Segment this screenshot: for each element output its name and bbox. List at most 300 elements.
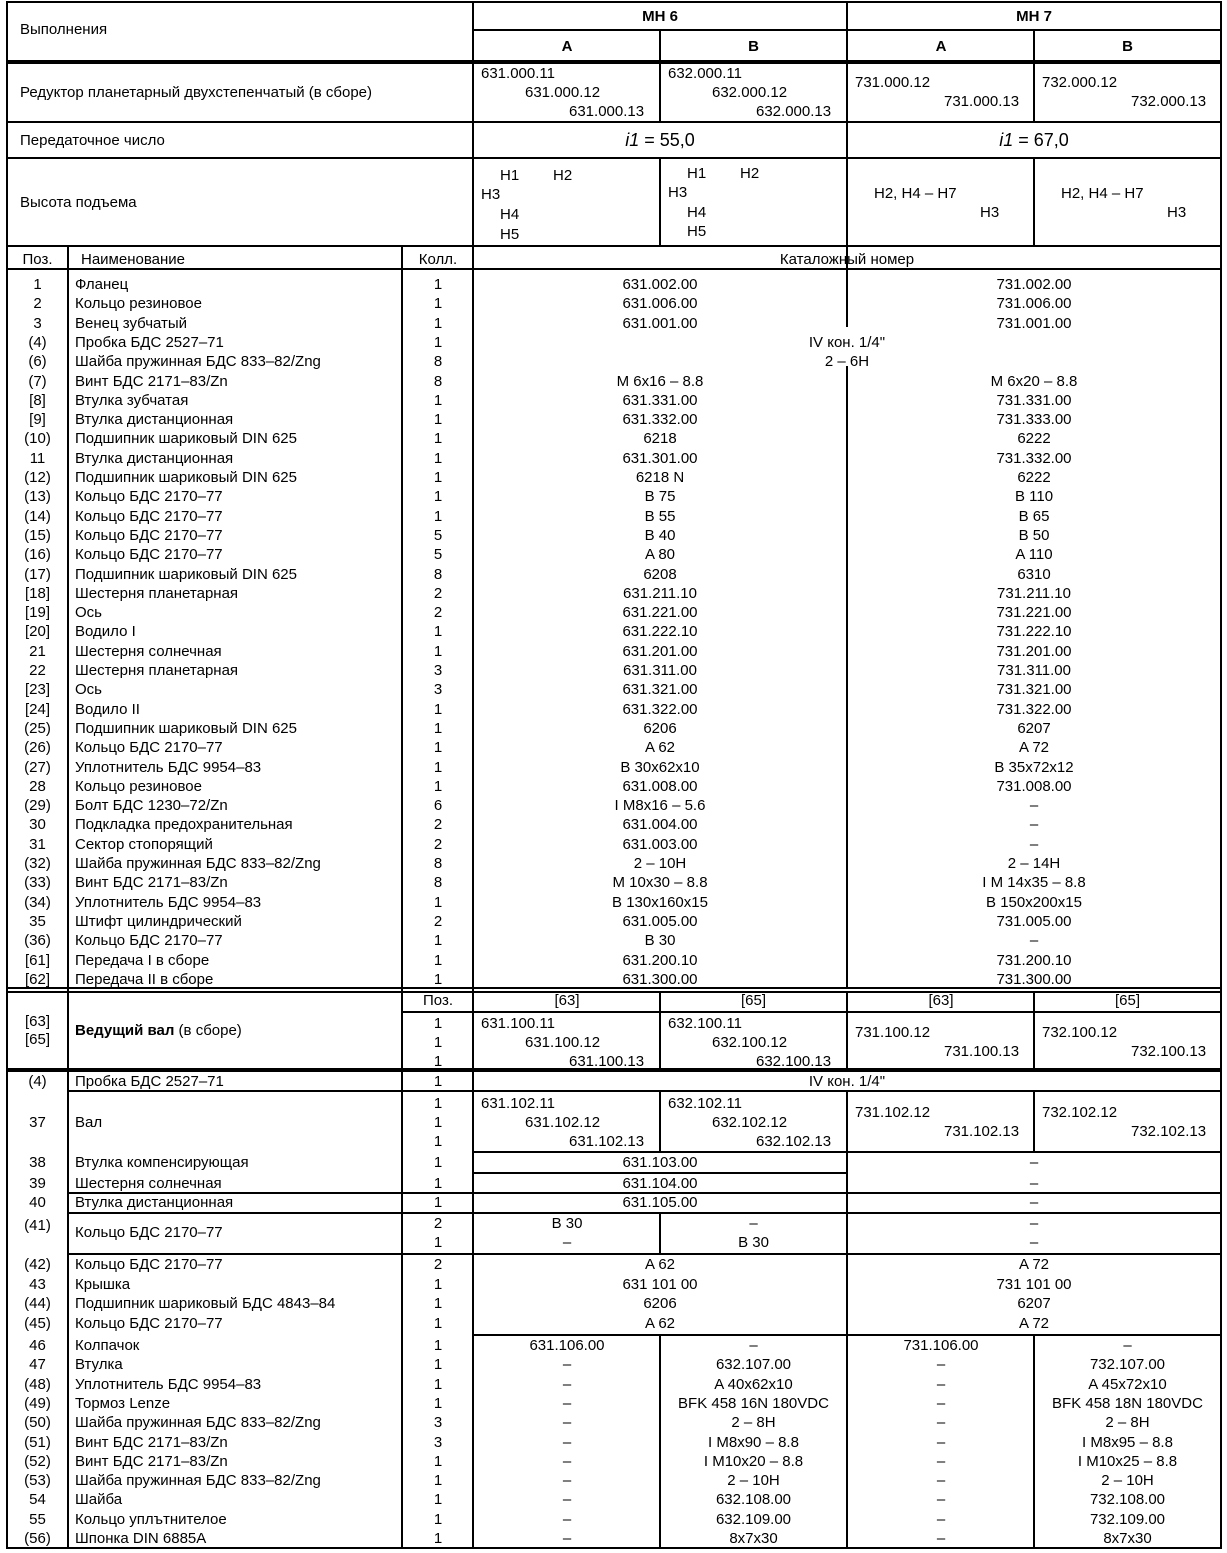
row-name: Подшипник шариковый БДС 4843–84 — [75, 1295, 336, 1312]
row-name: Подкладка предохранительная — [75, 816, 293, 834]
row-catalog-mh7-a: – — [936, 1356, 946, 1374]
row-catalog-mh6-b: 632.107.00 — [715, 1356, 792, 1374]
row-name: Винт БДС 2171–83/Zn — [75, 1452, 228, 1470]
row-qty: 8 — [433, 855, 443, 872]
row-pos: 2 — [33, 295, 42, 313]
ratio-mh7-value: = 67,0 — [1013, 130, 1069, 150]
row-qty: 1 — [433, 1394, 443, 1412]
height-mh6-b-h5: H5 — [687, 223, 707, 240]
row-catalog-mh7: – — [1029, 816, 1039, 834]
row-catalog-mh7-b: 732.109.00 — [1089, 1510, 1166, 1528]
row-qty: 1 — [433, 295, 443, 313]
row-catalog-mh6: 631.222.10 — [622, 623, 698, 641]
row-qty: 1 — [433, 469, 443, 486]
row-catalog-mh7: 731.331.00 — [996, 391, 1072, 409]
row-catalog-mh7: M 6x20 – 8.8 — [990, 372, 1078, 390]
shaft-mh6-b-1: 632.100.11 — [668, 1015, 742, 1032]
row-pos: (36) — [24, 932, 51, 950]
row-catalog-mh6: 631.201.00 — [622, 642, 698, 660]
row-catalog-mh7: 731.221.00 — [996, 604, 1072, 622]
row-pos: 38 — [29, 1154, 46, 1171]
mh7-header: МН 7 — [1016, 8, 1052, 25]
plug-pos: (4) — [28, 1073, 47, 1090]
height-mh6-a-h1: H1 — [500, 167, 520, 184]
row-catalog-mh7: 731.008.00 — [996, 777, 1072, 795]
row-qty: 8 — [433, 565, 443, 583]
grid-vline — [1033, 157, 1035, 245]
row-qty: 1 — [433, 1356, 443, 1374]
row-catalog-mh7: B 110 — [1014, 488, 1054, 506]
ring41-mh6-a-1: B 30 — [551, 1215, 583, 1232]
row-qty: 1 — [433, 1175, 443, 1192]
ring41-mh6-b-1: – — [749, 1215, 758, 1232]
row-catalog-mh7-b: BFK 458 18N 180VDC — [1052, 1394, 1203, 1412]
shaft-mh7-b-2: 732.100.13 — [1131, 1043, 1207, 1060]
shaft-mh6-b-3: 632.100.13 — [756, 1053, 832, 1070]
row-name: Кольцо уплътнителое — [75, 1510, 227, 1528]
ratio-mh6-value: = 55,0 — [639, 130, 695, 150]
plug-name: Пробка БДС 2527–71 — [75, 1073, 224, 1090]
row-catalog-mh7-b: 2 – 8H — [1105, 1414, 1150, 1432]
row-pos: 11 — [29, 449, 46, 467]
row-qty: 1 — [433, 739, 443, 757]
row-catalog-mh6: 6206 — [643, 1295, 677, 1312]
ring41-qty-2: 1 — [433, 1234, 443, 1251]
grid-hline — [6, 121, 1220, 123]
row-pos: (25) — [24, 719, 51, 737]
row-pos: 28 — [29, 777, 46, 795]
col-qty-header: Колл. — [418, 251, 458, 268]
row-qty: 8 — [433, 372, 443, 390]
shaft-sub-63-mh6: [63] — [554, 992, 580, 1009]
row-catalog-mh6: 631.321.00 — [622, 681, 698, 699]
row-catalog-mh6: 631.005.00 — [622, 912, 698, 930]
row-pos: (15) — [24, 526, 51, 544]
row-qty: 1 — [433, 1154, 443, 1171]
row-name: Шпонка DIN 6885A — [75, 1530, 207, 1547]
row-name: Колпачок — [75, 1337, 140, 1354]
row-pos: [19] — [24, 604, 51, 622]
row-catalog-mh6-a: 631.106.00 — [529, 1337, 605, 1354]
row-name: Втулка дистанционная — [75, 1194, 234, 1211]
row-pos: 40 — [29, 1194, 46, 1211]
row-catalog-mh6-a: – — [562, 1414, 572, 1432]
row-pos: 39 — [29, 1175, 46, 1192]
row-name: Втулка дистанционная — [75, 411, 234, 429]
row-qty: 1 — [433, 411, 443, 429]
row-catalog-mh6-b: 632.109.00 — [715, 1510, 792, 1528]
row-catalog-mh6-b: I M10x20 – 8.8 — [703, 1452, 804, 1470]
row-catalog-mh6-b: – — [749, 1337, 758, 1354]
row-qty: 3 — [433, 1433, 443, 1451]
row-pos: [8] — [29, 391, 46, 409]
shaft-qty-2: 1 — [433, 1034, 443, 1051]
row-qty: 1 — [433, 719, 443, 737]
row-catalog-mh7: 731.321.00 — [996, 681, 1072, 699]
row-catalog-mh6: A 62 — [644, 739, 676, 757]
ring41-mh6-b-2: B 30 — [738, 1234, 769, 1251]
row-qty: 1 — [433, 1510, 443, 1528]
row-qty: 3 — [433, 681, 443, 699]
row-catalog-mh6-b: 8x7x30 — [729, 1530, 778, 1547]
row-pos: 31 — [29, 835, 46, 853]
row-pos: 3 — [33, 314, 42, 332]
height-mh6-b-h1: H1 — [687, 165, 707, 182]
row-catalog-mh6: 2 – 10H — [633, 855, 687, 872]
val-mh6-b-2: 632.102.12 — [712, 1114, 788, 1131]
row-name: Водило II — [75, 700, 140, 718]
shaft-qty-1: 1 — [433, 1015, 443, 1032]
reducer-mh7-b-1: 732.000.12 — [1042, 74, 1118, 91]
row-catalog-mh6: A 62 — [644, 1314, 676, 1332]
val-qty-2: 1 — [433, 1114, 443, 1131]
row-catalog-mh6: 631.004.00 — [622, 816, 698, 834]
row-catalog-mh6-a: – — [562, 1510, 572, 1528]
row-catalog-mh6: 631.006.00 — [622, 295, 698, 313]
val-mh7-b-1: 732.102.12 — [1042, 1104, 1118, 1121]
ring41-mh7-1: – — [1029, 1215, 1039, 1232]
shaft-name-rest: (в сборе) — [174, 1022, 242, 1039]
grid-hline — [6, 157, 1220, 159]
ratio-mh6 — [474, 129, 846, 151]
row-name: Водило I — [75, 623, 136, 641]
ring41-pos: (41) — [24, 1217, 51, 1234]
row-pos: (29) — [24, 797, 51, 815]
row-name: Кольцо резиновое — [75, 777, 202, 795]
executions-label: Выполнения — [20, 21, 108, 38]
row-pos: 43 — [29, 1275, 46, 1293]
row-catalog-mh6: 6208 — [643, 565, 677, 583]
row-catalog-mh7: 2 – 14H — [1007, 855, 1061, 872]
shaft-sub-63-mh7: [63] — [928, 992, 954, 1009]
row-name: Венец зубчатый — [75, 314, 188, 332]
reducer-mh6-a-3: 631.000.13 — [569, 103, 645, 120]
reducer-mh7-b-2: 732.000.13 — [1131, 93, 1207, 110]
row-catalog-mh7: 731.332.00 — [996, 449, 1072, 467]
height-label: Высота подъема — [20, 194, 137, 211]
row-qty: 1 — [433, 488, 443, 506]
row-pos: (10) — [24, 430, 51, 448]
val-pos: 37 — [29, 1114, 46, 1131]
row-catalog-mh7: 731.201.00 — [996, 642, 1072, 660]
row-catalog-mh6: 631.300.00 — [622, 970, 698, 988]
shaft-pos-65: [65] — [24, 1031, 51, 1048]
row-pos: (52) — [24, 1452, 51, 1470]
row-catalog-mh7: A 72 — [1018, 1256, 1050, 1273]
ratio-mh7 — [848, 129, 1220, 151]
row-qty: 5 — [433, 526, 443, 544]
row-catalog-mh6: B 75 — [644, 488, 676, 506]
grid-hline — [6, 62, 1220, 64]
row-qty: 2 — [433, 835, 443, 853]
row-pos: 21 — [29, 642, 46, 660]
row-catalog-mh7: 731.006.00 — [996, 295, 1072, 313]
row-catalog-mh7: B 150x200x15 — [986, 893, 1082, 911]
row-catalog-mh6: A 62 — [644, 1256, 676, 1273]
row-catalog-mh7: 731.005.00 — [996, 912, 1072, 930]
row-pos: [20] — [24, 623, 51, 641]
val-mh6-a-2: 631.102.12 — [525, 1114, 601, 1131]
row-name: Винт БДС 2171–83/Zn — [75, 372, 228, 390]
row-catalog-mh7-b: 2 – 10H — [1101, 1472, 1154, 1490]
row-name: Шайба — [75, 1491, 123, 1509]
row-catalog-mh7: A 72 — [1018, 739, 1050, 757]
row-pos: (4) — [28, 333, 47, 351]
row-catalog-mh6: 631.002.00 — [622, 276, 698, 293]
height-mh6-a-h2: H2 — [553, 167, 573, 184]
row-pos: 47 — [29, 1356, 46, 1374]
grid-vline — [659, 157, 661, 245]
row-catalog-mh6: 631.211.10 — [623, 584, 697, 602]
row-qty: 2 — [433, 584, 443, 602]
row-name: Шестерня планетарная — [75, 584, 239, 602]
reducer-mh6-a-1: 631.000.11 — [481, 65, 555, 82]
row-catalog-mh6-a: – — [562, 1433, 572, 1451]
row-qty: 8 — [433, 874, 443, 892]
grid-hline — [6, 245, 1220, 247]
row-pos: (49) — [24, 1394, 51, 1412]
row-catalog-mh6: B 40 — [644, 526, 676, 544]
row-catalog-mh7: B 65 — [1018, 507, 1050, 525]
val-mh7-a-2: 731.102.13 — [944, 1123, 1020, 1140]
height-mh7-a-h3: H3 — [980, 204, 1000, 221]
row-catalog-mh6-a: – — [562, 1375, 572, 1393]
row-catalog-mh6: 631.332.00 — [622, 411, 698, 429]
plug-qty: 1 — [433, 1073, 443, 1090]
val-mh7-a-1: 731.102.12 — [855, 1104, 931, 1121]
row-pos: 22 — [29, 662, 46, 679]
height-mh6-b-h2: H2 — [740, 165, 760, 182]
row-catalog-mh6: 631.200.10 — [622, 951, 698, 969]
row-qty: 1 — [433, 1491, 443, 1509]
row-catalog-mh6-a: – — [562, 1452, 572, 1470]
row-name: Подшипник шариковый DIN 625 — [75, 430, 297, 448]
row-catalog-mh6: M 10x30 – 8.8 — [612, 874, 708, 892]
row-qty: 1 — [433, 970, 443, 988]
row-catalog-all: 2 – 6H — [824, 353, 870, 371]
row-pos: (33) — [24, 874, 51, 892]
row-name: Уплотнитель БДС 9954–83 — [75, 1375, 262, 1393]
row-pos: (34) — [24, 893, 51, 911]
row-qty: 1 — [433, 333, 443, 351]
row-qty: 2 — [433, 1256, 443, 1273]
row-catalog-mh7: 6207 — [1017, 1295, 1051, 1312]
row-catalog-mh6-b: A 40x62x10 — [714, 1375, 793, 1393]
row-pos: (12) — [24, 469, 51, 486]
row-catalog-mh6: B 30 — [644, 932, 676, 950]
row-name: Кольцо БДС 2170–77 — [75, 488, 223, 506]
row-catalog-mh7: 6222 — [1017, 469, 1051, 486]
row-name: Кольцо БДС 2170–77 — [75, 932, 223, 950]
row-name: Кольцо БДС 2170–77 — [75, 526, 223, 544]
row-qty: 1 — [433, 314, 443, 332]
shaft-mh7-a-1: 731.100.12 — [855, 1024, 931, 1041]
row-pos: [62] — [24, 970, 51, 988]
row-catalog-mh6: 631.331.00 — [622, 391, 698, 409]
reducer-mh6-b-2: 632.000.12 — [712, 84, 788, 101]
row-pos: (13) — [24, 488, 51, 506]
row-qty: 1 — [433, 276, 443, 293]
row-catalog-mh7-a: 731.106.00 — [903, 1337, 979, 1354]
row-catalog-mh6: 631.008.00 — [622, 777, 698, 795]
row-catalog-mh7-b: 732.108.00 — [1089, 1491, 1166, 1509]
shaft-pos-label: Поз. — [423, 992, 453, 1009]
row-name: Шестерня планетарная — [75, 662, 239, 679]
row-catalog-mh6-b: BFK 458 16N 180VDC — [678, 1394, 829, 1412]
row-qty: 1 — [433, 758, 443, 776]
row-catalog-mh7: 731.222.10 — [996, 623, 1072, 641]
row-name: Кольцо резиновое — [75, 295, 202, 313]
grid-vline — [846, 1090, 848, 1151]
row-catalog-mh6: 631.322.00 — [622, 700, 698, 718]
row-catalog-mh7-a: – — [936, 1510, 946, 1528]
row-pos: (26) — [24, 739, 51, 757]
row-name: Шайба пружинная БДС 833–82/Zng — [75, 1472, 321, 1490]
mh6-b-header: В — [748, 38, 759, 55]
col-name-header: Наименование — [81, 251, 185, 268]
row-name: Кольцо БДС 2170–77 — [75, 1314, 223, 1332]
row-pos: (45) — [24, 1314, 51, 1332]
row-name: Кольцо БДС 2170–77 — [75, 546, 223, 564]
row-pos: (42) — [24, 1256, 51, 1273]
shaft-sub-65-mh6: [65] — [740, 992, 767, 1009]
grid-vline — [1220, 1, 1222, 1549]
shaft-qty-3: 1 — [433, 1053, 443, 1070]
row-catalog-mh6-a: – — [562, 1530, 572, 1547]
row-qty: 1 — [433, 777, 443, 795]
ring41-name: Кольцо БДС 2170–77 — [75, 1224, 223, 1241]
row-pos: 30 — [29, 816, 46, 834]
row-catalog-mh7: – — [1029, 1194, 1039, 1211]
row-qty: 1 — [433, 1275, 443, 1293]
row-qty: 1 — [433, 430, 443, 448]
row-pos: [9] — [29, 411, 46, 429]
mh6-a-header: А — [561, 38, 573, 55]
row-catalog-mh7: – — [1029, 1154, 1039, 1171]
row-name: Ось — [75, 604, 102, 622]
row-pos: 1 — [33, 276, 42, 293]
height-mh7-a-range: H2, H4 – H7 — [874, 185, 957, 202]
row-catalog-mh6: B 130x160x15 — [612, 893, 708, 911]
val-mh7-b-2: 732.102.13 — [1131, 1123, 1207, 1140]
row-qty: 6 — [433, 797, 443, 815]
row-qty: 2 — [433, 604, 443, 622]
row-pos: 46 — [29, 1337, 46, 1354]
row-qty: 1 — [433, 1337, 443, 1354]
row-catalog-mh7: B 50 — [1018, 526, 1050, 544]
row-qty: 1 — [433, 1375, 443, 1393]
row-catalog-mh7-a: – — [936, 1491, 946, 1509]
row-name: Винт БДС 2171–83/Zn — [75, 874, 228, 892]
row-catalog-mh7: 731.211.10 — [997, 584, 1071, 602]
row-name: Шайба пружинная БДС 833–82/Zng — [75, 1414, 321, 1432]
row-catalog-mh7: 731.300.00 — [996, 970, 1072, 988]
row-catalog-mh7-a: – — [936, 1472, 946, 1490]
row-catalog-mh7: 731.311.00 — [997, 662, 1071, 679]
row-pos: (44) — [24, 1295, 51, 1312]
row-catalog-mh7-a: – — [936, 1433, 946, 1451]
ratio-label: Передаточное число — [20, 132, 165, 149]
row-catalog-mh7: 731.333.00 — [996, 411, 1072, 429]
row-catalog-mh7: 731.001.00 — [996, 314, 1072, 332]
plug-catalog: IV кон. 1/4" — [808, 1073, 886, 1090]
ring41-qty-1: 2 — [433, 1215, 443, 1232]
mh7-a-header: А — [935, 38, 947, 55]
shaft-name-bold: Ведущий вал — [75, 1022, 175, 1039]
shaft-mh7-a-2: 731.100.13 — [944, 1043, 1020, 1060]
row-pos: (56) — [24, 1530, 51, 1547]
row-qty: 5 — [433, 546, 443, 564]
row-qty: 1 — [433, 1452, 443, 1470]
grid-hline — [401, 1011, 1220, 1013]
row-catalog-mh7: 731.322.00 — [996, 700, 1072, 718]
row-catalog-mh6: 6218 — [643, 430, 677, 448]
row-qty: 1 — [433, 951, 443, 969]
row-catalog-all: IV кон. 1/4" — [808, 333, 886, 351]
row-name: Сектор стопорящий — [75, 835, 213, 853]
grid-vline — [659, 1090, 661, 1151]
row-catalog-mh6-a: – — [562, 1491, 572, 1509]
height-mh7-b-h3: H3 — [1167, 204, 1187, 221]
shaft-pos-63: [63] — [24, 1013, 51, 1030]
row-catalog-mh7-b: I M10x25 – 8.8 — [1077, 1452, 1178, 1470]
row-name: Ось — [75, 681, 102, 699]
row-catalog-mh7-b: – — [1123, 1337, 1132, 1354]
row-qty: 2 — [433, 816, 443, 834]
row-name: Втулка компенсирующая — [75, 1154, 249, 1171]
shaft-mh6-a-2: 631.100.12 — [525, 1034, 601, 1051]
reducer-mh6-a-2: 631.000.12 — [525, 84, 601, 101]
row-pos: (48) — [24, 1375, 51, 1393]
row-pos: (50) — [24, 1414, 51, 1432]
row-qty: 1 — [433, 623, 443, 641]
mh6-header: МН 6 — [642, 8, 678, 25]
row-pos: 35 — [29, 912, 46, 930]
row-name: Шайба пружинная БДС 833–82/Zng — [75, 855, 321, 872]
row-catalog-mh7: – — [1029, 835, 1039, 853]
row-name: Тормоз Lenze — [75, 1394, 171, 1412]
row-name: Подшипник шариковый DIN 625 — [75, 719, 297, 737]
row-pos: (6) — [28, 353, 47, 371]
row-pos: 54 — [29, 1491, 46, 1509]
row-catalog-mh6: 631.221.00 — [622, 604, 698, 622]
row-qty: 1 — [433, 1295, 443, 1312]
row-qty: 1 — [433, 893, 443, 911]
row-qty: 2 — [433, 912, 443, 930]
row-qty: 1 — [433, 642, 443, 660]
row-catalog-mh6-b: 2 – 8H — [731, 1414, 776, 1432]
ring41-mh7-2: – — [1029, 1234, 1039, 1251]
row-name: Уплотнитель БДС 9954–83 — [75, 893, 262, 911]
row-catalog-mh6-a: – — [562, 1472, 572, 1490]
val-mh6-b-1: 632.102.11 — [668, 1095, 742, 1112]
row-pos: [61] — [24, 951, 51, 969]
row-qty: 1 — [433, 391, 443, 409]
row-catalog-mh6: B 55 — [644, 507, 676, 525]
row-pos: (7) — [28, 372, 47, 390]
height-mh6-b-h4: H4 — [687, 204, 707, 221]
row-name: Шестерня солнечная — [75, 642, 222, 660]
row-pos: (14) — [24, 507, 51, 525]
row-catalog-mh7: – — [1029, 932, 1039, 950]
row-catalog-mh7: I M 14x35 – 8.8 — [982, 874, 1086, 892]
row-pos: [18] — [24, 584, 51, 602]
row-name: Крышка — [75, 1275, 131, 1293]
row-name: Кольцо БДС 2170–77 — [75, 507, 223, 525]
row-catalog-mh6: B 30x62x10 — [620, 758, 700, 776]
val-qty-1: 1 — [433, 1095, 443, 1112]
row-catalog-mh6: 631.311.00 — [623, 662, 697, 679]
